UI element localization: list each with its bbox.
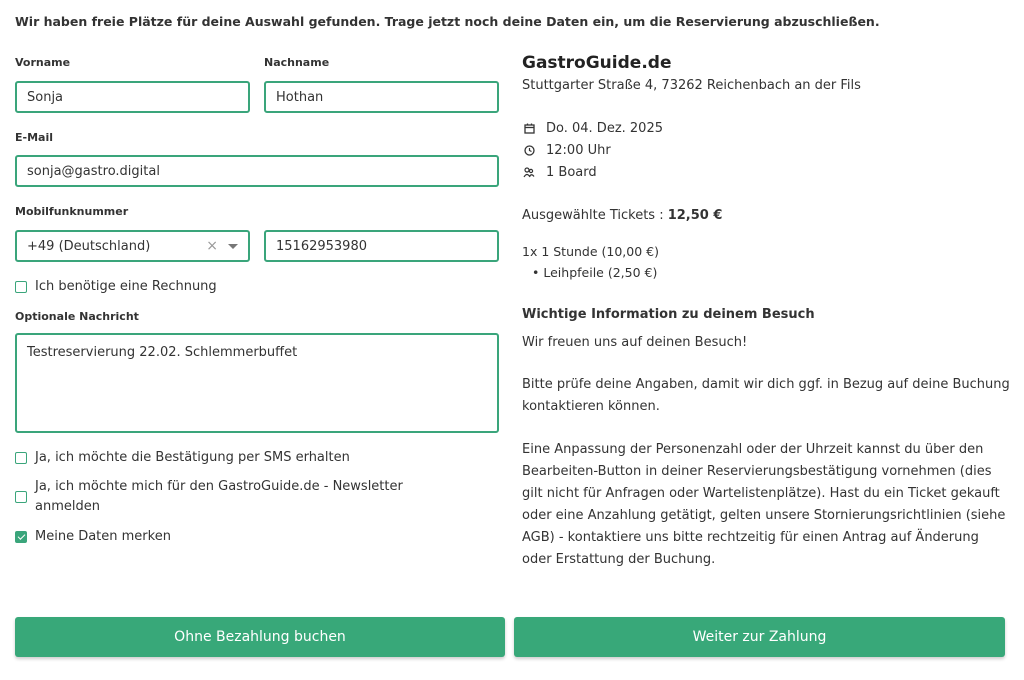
firstname-input[interactable] [15,81,250,113]
email-input[interactable] [15,155,499,187]
message-label: Optionale Nachricht [15,310,139,323]
book-without-payment-button[interactable]: Ohne Bezahlung buchen [15,617,505,657]
continue-to-payment-button[interactable]: Weiter zur Zahlung [514,617,1005,657]
country-code-select[interactable] [15,230,250,262]
info-paragraph-2: Bitte prüfe deine Angaben, damit wir dich ggf. in Bezug auf deine Buchung kontaktieren können. [522,377,1010,414]
mobile-label: Mobilfunknummer [15,205,129,218]
tickets-label: Ausgewählte Tickets : [522,208,664,223]
venue-name: GastroGuide.de [522,53,672,73]
sms-checkbox-row[interactable] [15,448,350,468]
persons-row [522,165,597,180]
ticket-line: 1x 1 Stunde (10,00 €) [522,244,659,259]
lastname-label: Nachname [264,56,330,69]
country-code-value: +49 (Deutschland) [27,238,151,254]
newsletter-checkbox-label [35,477,403,517]
intro-text: Wir haben freie Plätze für deine Auswahl gefunden. Trage jetzt noch deine Daten ein, um die Reservierung abzuschließen. [15,14,880,29]
remember-checkbox-row[interactable] [15,527,171,547]
invoice-checkbox-row[interactable] [15,277,217,297]
invoice-checkbox-label: Ich benötige eine Rechnung [35,279,217,294]
booking-persons: 1 Board [546,165,597,180]
info-heading: Wichtige Information zu deinem Besuch [522,307,815,322]
addon-line: • Leihpfeile (2,50 €) [532,265,658,280]
newsletter-checkbox[interactable] [15,491,27,503]
info-paragraph-3: Eine Anpassung der Personenzahl oder der Uhrzeit kannst du über den Bearbeiten-Button in deiner Reservierungsbestätigung vornehmen (dies gilt nicht für Anfragen oder Wartelistenplätze). Hast du ein Ticket gekauft oder eine Anzahlung getätigt, gelten unsere Stornierungsrichtlinien (siehe AGB) - kontaktiere uns bitte rechtzeitig für einen Antrag auf Änderung oder Erstattung der Buchung. [522,442,1006,567]
booking-date: Do. 04. Dez. 2025 [546,121,663,136]
booking-time: 12:00 Uhr [546,143,611,158]
time-row [522,143,611,158]
calendar-icon [522,122,536,136]
firstname-label: Vorname [15,56,71,69]
remember-checkbox[interactable] [15,531,27,543]
tickets-summary [522,208,722,223]
invoice-checkbox[interactable] [15,281,27,293]
newsletter-checkbox-row[interactable] [15,477,485,517]
newsletter-label-line1: Ja, ich möchte mich für den GastroGuide.de - Newsletter [35,479,403,494]
people-icon [522,166,536,180]
email-label: E-Mail [15,131,53,144]
sms-checkbox[interactable] [15,452,27,464]
tickets-total: 12,50 € [667,208,723,223]
message-textarea[interactable] [15,333,499,433]
chevron-down-icon[interactable] [228,244,238,249]
info-paragraph-1: Wir freuen uns auf deinen Besuch! [522,335,748,350]
sms-checkbox-label: Ja, ich möchte die Bestätigung per SMS erhalten [35,450,350,465]
phone-input[interactable] [264,230,499,262]
remember-checkbox-label: Meine Daten merken [35,529,171,544]
venue-address: Stuttgarter Straße 4, 73262 Reichenbach an der Fils [522,78,861,93]
addon-line-text: Leihpfeile (2,50 €) [543,265,658,280]
lastname-input[interactable] [264,81,499,113]
clear-icon[interactable]: × [206,238,218,254]
clock-icon [522,144,536,158]
newsletter-label-line2: anmelden [35,499,100,514]
date-row [522,121,663,136]
